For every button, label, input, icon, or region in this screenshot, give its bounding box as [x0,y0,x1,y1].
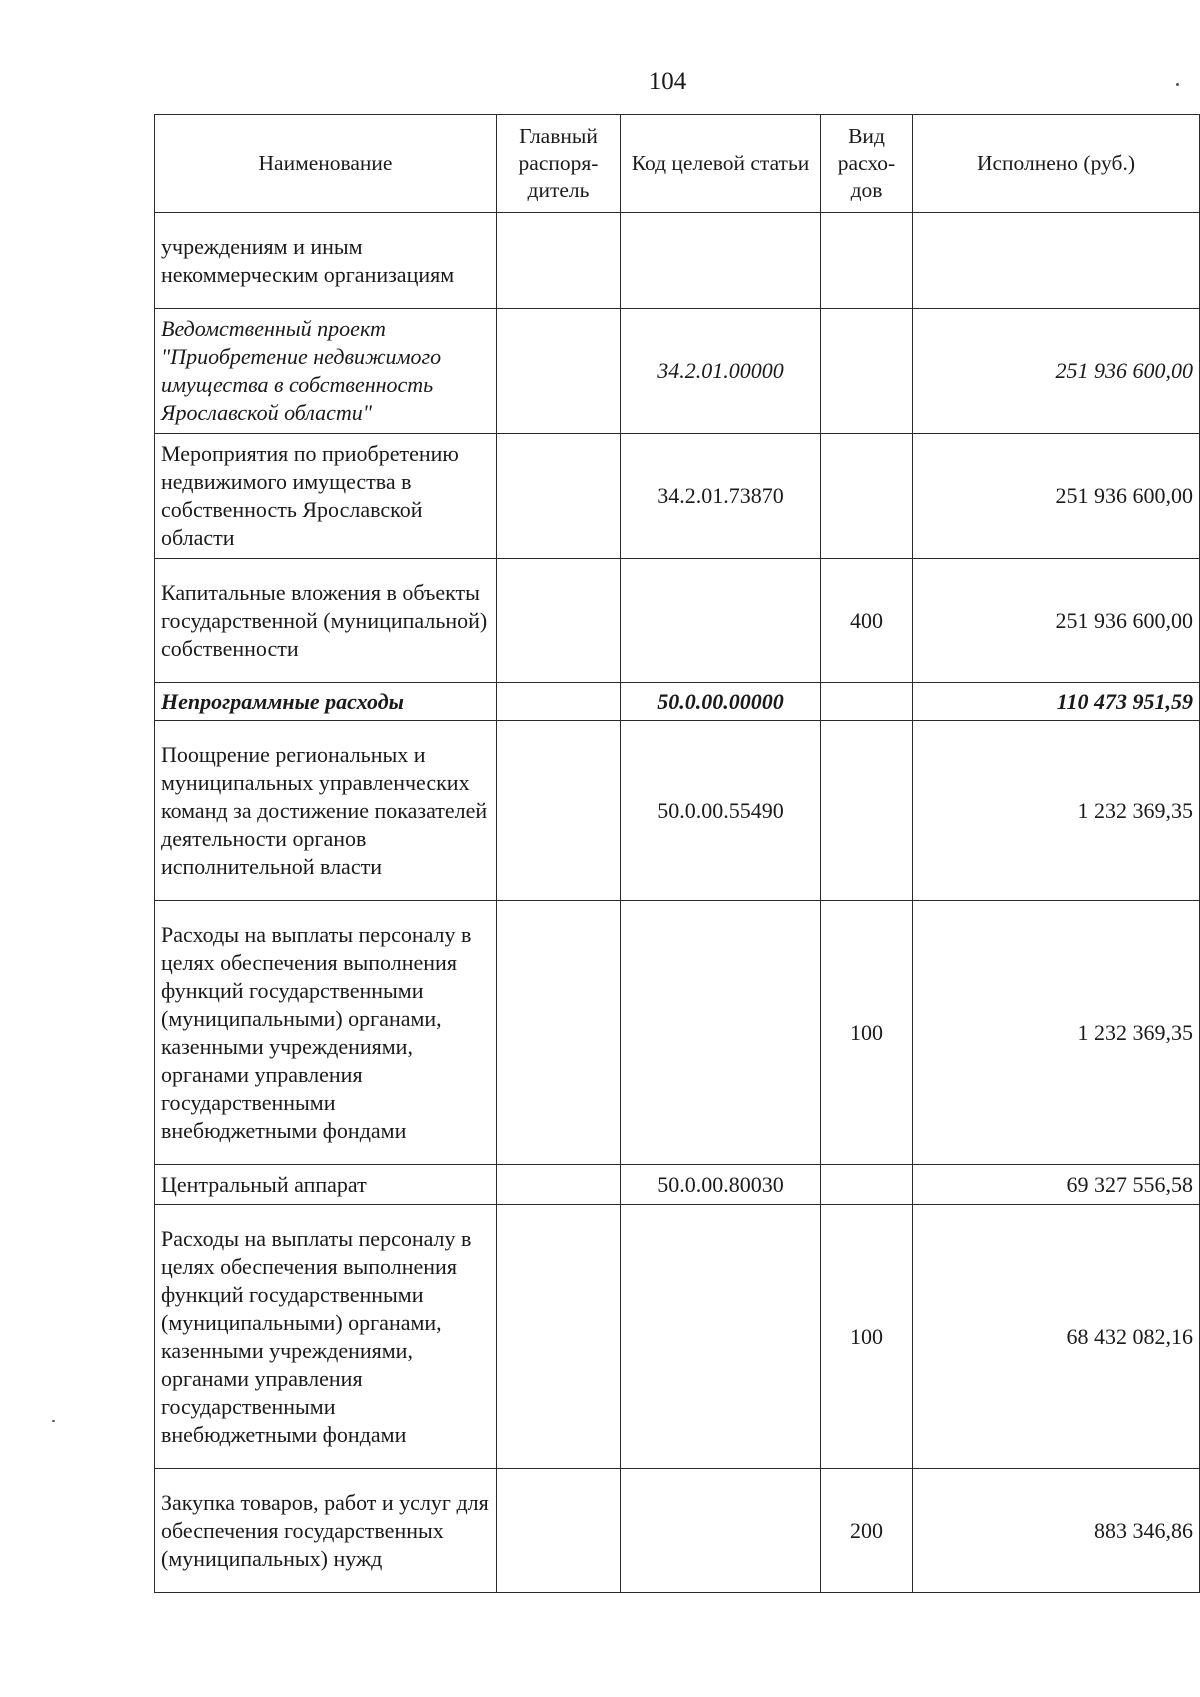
row-manager [497,1165,621,1205]
page-number: 104 [648,68,687,95]
header-amount: Исполнено (руб.) [913,115,1200,213]
row-type [821,721,913,901]
table-body [155,213,1200,1593]
row-code: 50.0.00.80030 [621,1165,821,1205]
row-amount: 1 232 369,35 [913,901,1200,1165]
header-manager: Главный распоря-дитель [497,115,621,213]
row-name: Закупка товаров, работ и услуг для обеспечения государственных (муниципальных) нужд [155,1469,497,1593]
row-type: 100 [821,901,913,1165]
row-amount: 69 327 556,58 [913,1165,1200,1205]
table-row [155,1165,1200,1205]
table-row [155,434,1200,559]
row-manager [497,213,621,309]
scan-speck [1176,83,1179,86]
budget-table [154,114,1200,1593]
row-code [621,901,821,1165]
row-name: Центральный аппарат [155,1165,497,1205]
header-type: Вид расхо-дов [821,115,913,213]
row-name: учреждениям и иным некоммерческим организациям [155,213,497,309]
row-code [621,1469,821,1593]
header-code: Код целевой статьи [621,115,821,213]
row-amount: 1 232 369,35 [913,721,1200,901]
row-name: Капитальные вложения в объекты государственной (муниципальной) собственности [155,559,497,683]
row-manager [497,721,621,901]
row-type [821,434,913,559]
row-code [621,559,821,683]
row-code: 34.2.01.73870 [621,434,821,559]
row-type: 200 [821,1469,913,1593]
row-manager [497,1469,621,1593]
row-type: 100 [821,1205,913,1469]
row-manager [497,1205,621,1469]
row-name: Ведомственный проект "Приобретение недвижимого имущества в собственность Ярославской области" [155,309,497,434]
row-name: Расходы на выплаты персоналу в целях обеспечения выполнения функций государственными (муниципальными) органами, казенными учреждениями, органами управления государственными внебюджетными фондами [155,901,497,1165]
table-row [155,213,1200,309]
row-manager [497,683,621,721]
row-type [821,309,913,434]
scan-speck [52,1420,55,1422]
row-type [821,1165,913,1205]
row-amount: 68 432 082,16 [913,1205,1200,1469]
table-row [155,1469,1200,1593]
row-name: Расходы на выплаты персоналу в целях обеспечения выполнения функций государственными (муниципальными) органами, казенными учреждениями, органами управления государственными внебюджетными фондами [155,1205,497,1469]
row-name: Поощрение региональных и муниципальных управленческих команд за достижение показателей деятельности органов исполнительной власти [155,721,497,901]
row-amount: 251 936 600,00 [913,559,1200,683]
row-code [621,1205,821,1469]
row-code: 34.2.01.00000 [621,309,821,434]
row-amount: 251 936 600,00 [913,309,1200,434]
header-name: Наименование [155,115,497,213]
row-type [821,683,913,721]
row-amount [913,213,1200,309]
row-code [621,213,821,309]
row-name: Непрограммные расходы [155,683,497,721]
row-code: 50.0.00.55490 [621,721,821,901]
row-code: 50.0.00.00000 [621,683,821,721]
table-header-row [155,115,1200,213]
table-row [155,901,1200,1165]
table-row [155,683,1200,721]
table-row [155,309,1200,434]
table-row [155,559,1200,683]
table-row [155,1205,1200,1469]
table-row [155,721,1200,901]
row-manager [497,901,621,1165]
row-manager [497,559,621,683]
row-amount: 110 473 951,59 [913,683,1200,721]
row-type: 400 [821,559,913,683]
row-amount: 251 936 600,00 [913,434,1200,559]
row-type [821,213,913,309]
row-name: Мероприятия по приобретению недвижимого имущества в собственность Ярославской области [155,434,497,559]
row-manager [497,434,621,559]
row-amount: 883 346,86 [913,1469,1200,1593]
row-manager [497,309,621,434]
